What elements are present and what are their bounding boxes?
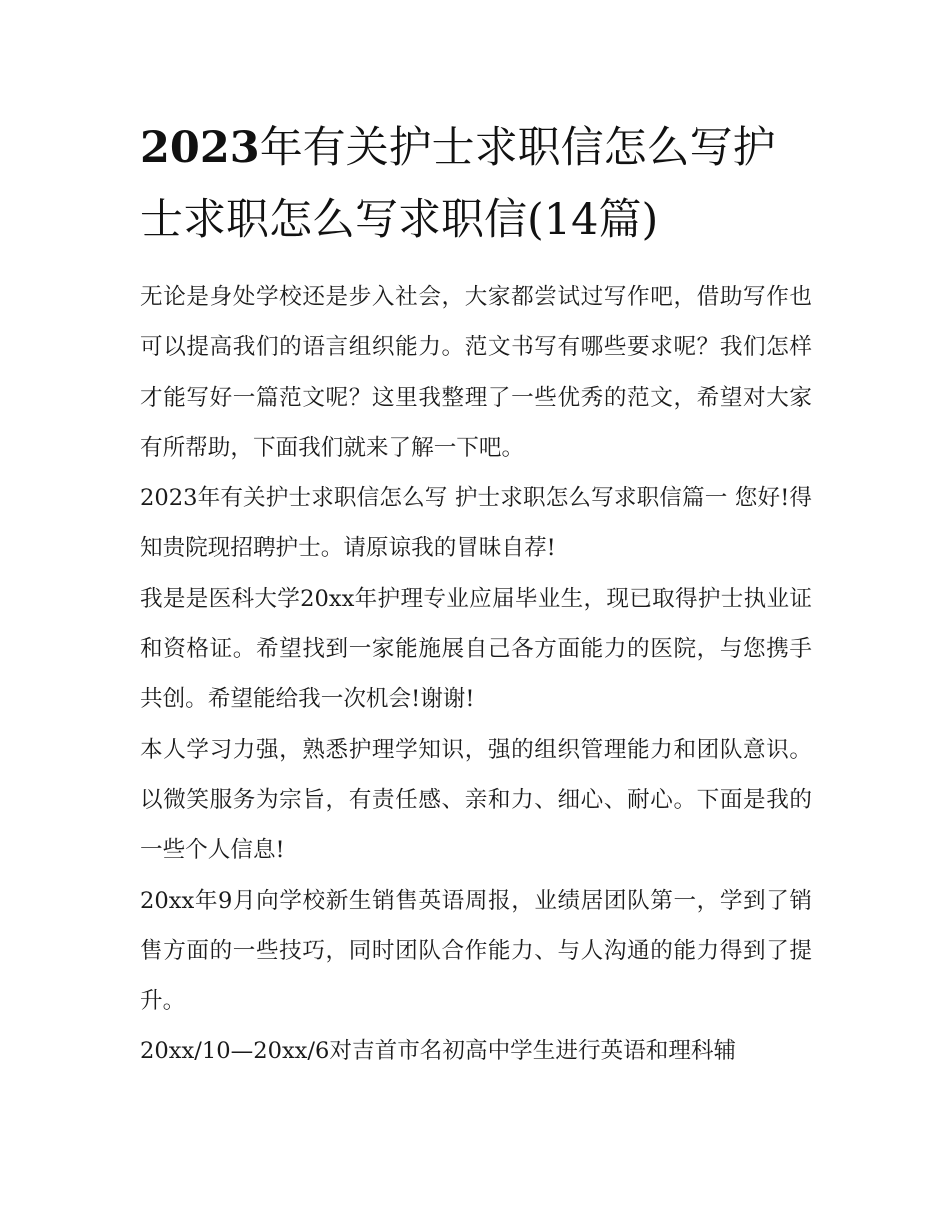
title-year: 2023 xyxy=(140,123,260,173)
document-title xyxy=(140,112,812,256)
title-text: 年有关护士求职信怎么写护士求职怎么写求职信(14篇) xyxy=(140,123,776,245)
paragraph-experience-tutoring: 20xx/10—20xx/6对吉首市名初高中学生进行英语和理科辅 xyxy=(140,1038,737,1065)
paragraph-experience-sales: 20xx年9月向学校新生销售英语周报，业绩居团队第一，学到了销售方面的一些技巧，同时团队合作能力、与人沟通的能力得到了提升。 xyxy=(140,887,812,1015)
paragraph-greeting: 2023年有关护士求职信怎么写 护士求职怎么写求职信篇一 您好!得知贵院现招聘护士。请原谅我的冒昧自荐! xyxy=(140,485,812,562)
paragraph-abilities: 本人学习力强，熟悉护理学知识，强的组织管理能力和团队意识。以微笑服务为宗旨，有责任感、亲和力、细心、耐心。下面是我的一些个人信息! xyxy=(140,736,812,864)
paragraph-intro: 无论是身处学校还是步入社会，大家都尝试过写作吧，借助写作也可以提高我们的语言组织能力。范文书写有哪些要求呢？我们怎样才能写好一篇范文呢？这里我整理了一些优秀的范文，希望对大家有所帮助，下面我们就来了解一下吧。 xyxy=(140,284,812,461)
document-page xyxy=(140,112,812,1077)
paragraph-self-intro: 我是是医科大学20xx年护理专业应届毕业生，现已取得护士执业证和资格证。希望找到一家能施展自己各方面能力的医院，与您携手共创。希望能给我一次机会!谢谢! xyxy=(140,585,812,713)
